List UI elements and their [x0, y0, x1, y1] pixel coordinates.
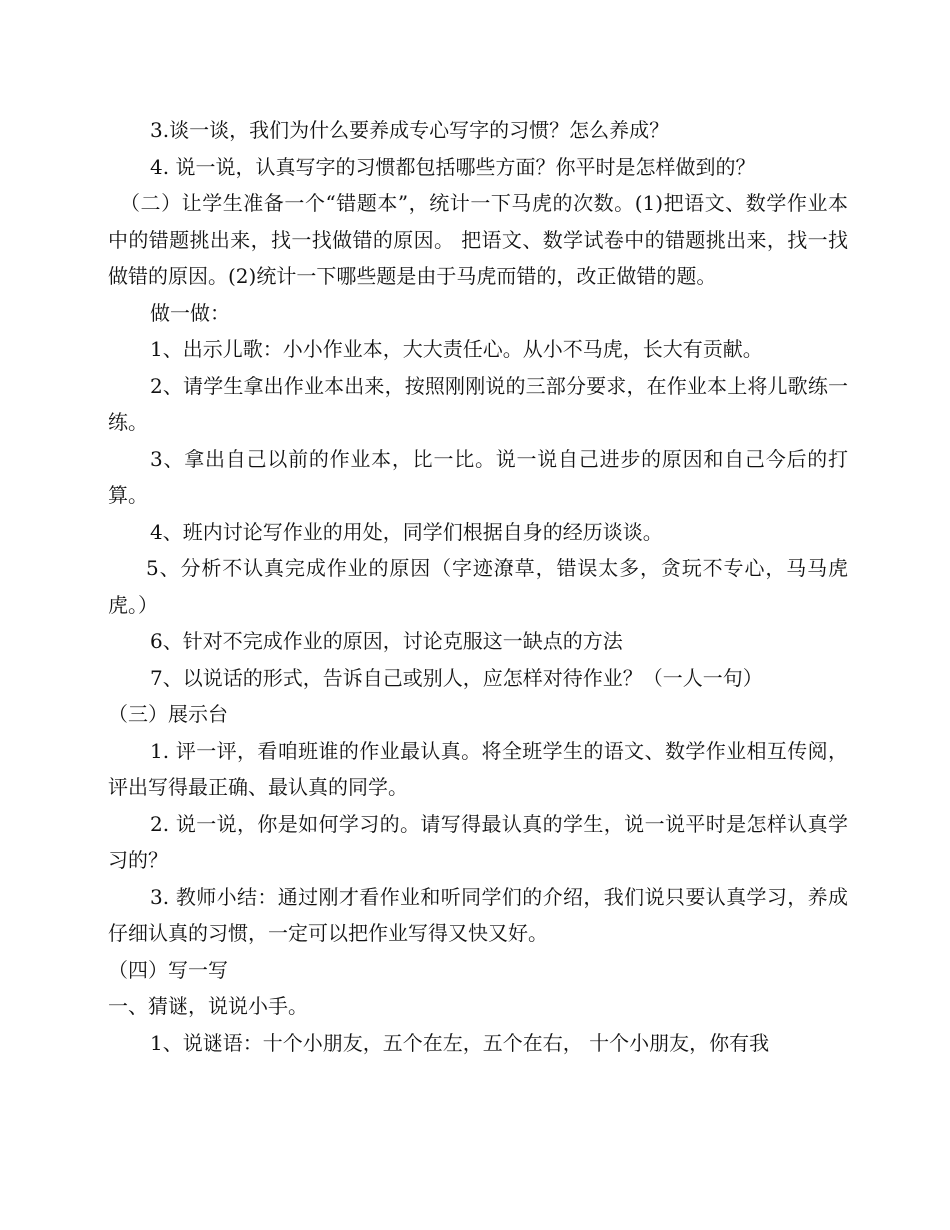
paragraph-18: 1、说谜语：十个小朋友，五个在左，五个在右， 十个小朋友，你有我 [150, 1030, 770, 1055]
paragraph-14: 2. 说一说，你是如何学习的。请写得最认真的学生，说一说平时是怎样认真学习的？ [108, 811, 848, 872]
paragraph-11: 7、以说话的形式，告诉自己或别人，应怎样对待作业？（一人一句） [150, 665, 763, 690]
document-page [108, 112, 848, 1061]
paragraph-9: 5、分析不认真完成作业的原因（字迹潦草，错误太多，贪玩不专心，马马虎虎。） [108, 556, 848, 617]
paragraph-15: 3. 教师小结：通过刚才看作业和听同学们的介绍，我们说只要认真学习，养成仔细认真的习惯，一定可以把作业写得又快又好。 [108, 884, 848, 945]
paragraph-7: 3、拿出自己以前的作业本，比一比。说一说自己进步的原因和自己今后的打算。 [108, 446, 848, 507]
paragraph-2: 4. 说一说，认真写字的习惯都包括哪些方面？你平时是怎样做到的？ [150, 154, 756, 179]
paragraph-1: 3.谈一谈，我们为什么要养成专心写字的习惯？怎么养成？ [150, 118, 670, 142]
section-heading-4: （四）写一写 [108, 957, 228, 982]
paragraph-5: 1、出示儿歌：小小作业本，大大责任心。从小不马虎，长大有贡献。 [150, 337, 763, 361]
section-heading-3: （三）展示台 [108, 702, 228, 726]
paragraph-13: 1. 评一评，看咱班谁的作业最认真。将全班学生的语文、数学作业相互传阅，评出写得最正确、最认真的同学。 [108, 738, 848, 799]
paragraph-10: 6、针对不完成作业的原因，讨论克服这一缺点的方法 [150, 629, 623, 653]
paragraph-4: 做一做： [150, 300, 230, 325]
paragraph-8: 4、班内讨论写作业的用处，同学们根据自身的经历谈谈。 [150, 519, 663, 544]
paragraph-6: 2、请学生拿出作业本出来，按照刚刚说的三部分要求，在作业本上将儿歌练一练。 [108, 373, 848, 434]
section-heading-riddle: 一、猜谜，说说小手。 [108, 994, 308, 1018]
paragraph-3: （二）让学生准备一个“错题本”，统计一下马虎的次数。(1)把语文、数学作业本中的错题挑出来，找一找做错的原因。 把语文、数学试卷中的错题挑出来，找一找做错的原因。(2)统计一下哪些题是由于马虎而错的，改正做错的题。 [108, 191, 848, 288]
